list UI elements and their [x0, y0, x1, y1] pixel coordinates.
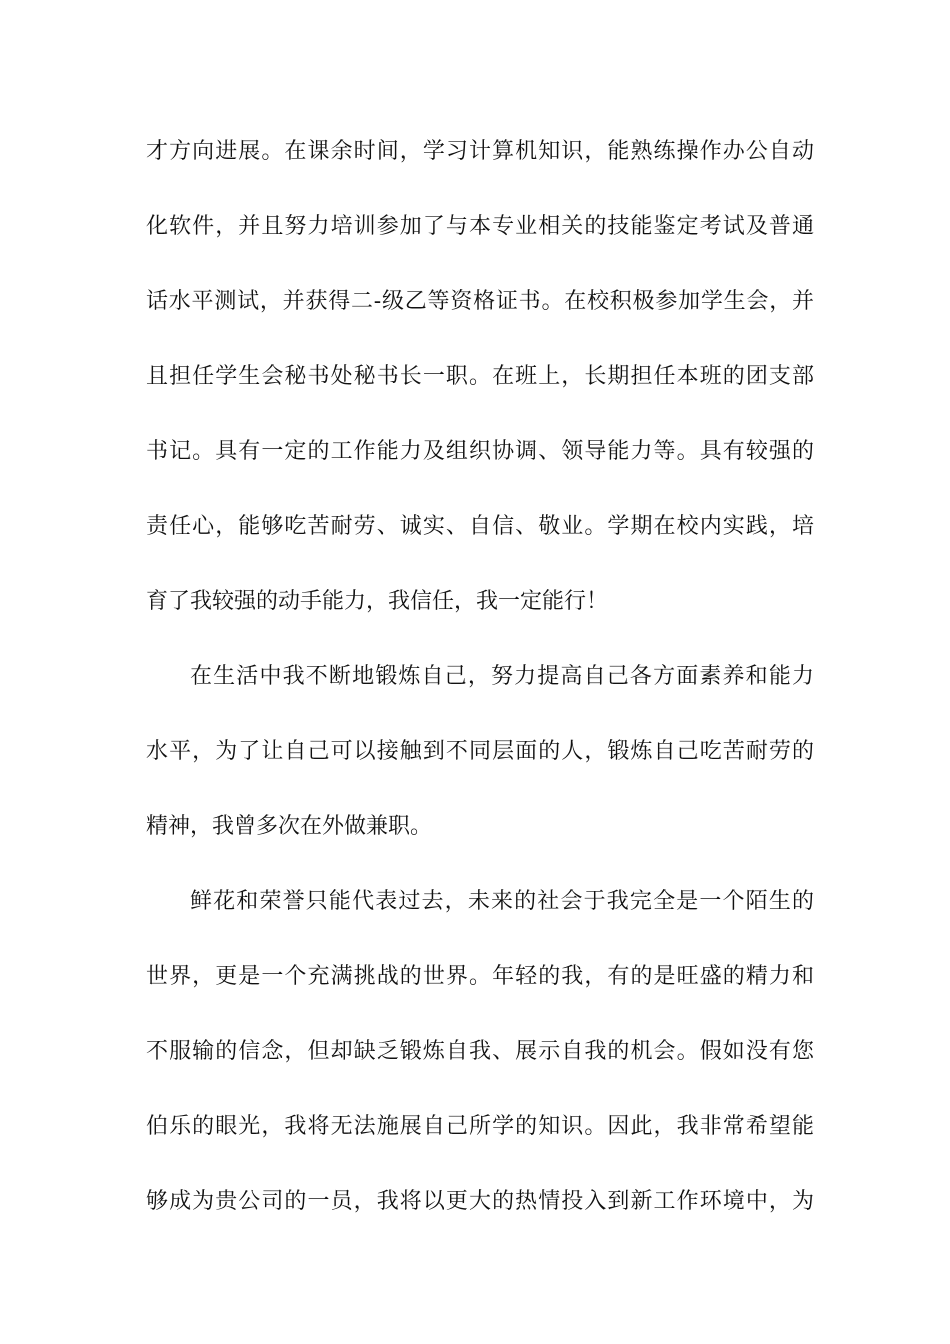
text-line: 伯乐的眼光，我将无法施展自己所学的知识。因此，我非常希望能 [146, 1114, 814, 1139]
text-line: 鲜花和荣誉只能代表过去，未来的社会于我完全是一个陌生的 [190, 889, 814, 914]
text-line: 话水平测试，并获得二-级乙等资格证书。在校积极参加学生会，并 [146, 289, 814, 314]
text-line: 才方向进展。在课余时间，学习计算机知识，能熟练操作办公自动 [146, 139, 814, 164]
text-line: 水平，为了让自己可以接触到不同层面的人，锻炼自己吃苦耐劳的 [146, 739, 814, 764]
text-line: 育了我较强的动手能力，我信任，我一定能行！ [146, 589, 609, 614]
text-line: 精神，我曾多次在外做兼职。 [146, 814, 433, 839]
text-line: 化软件，并且努力培训参加了与本专业相关的技能鉴定考试及普通 [146, 214, 814, 239]
text-line: 且担任学生会秘书处秘书长一职。在班上，长期担任本班的团支部 [146, 364, 814, 389]
text-line: 不服输的信念，但却缺乏锻炼自我、展示自我的机会。假如没有您 [146, 1039, 814, 1064]
text-line: 责任心，能够吃苦耐劳、诚实、自信、敬业。学期在校内实践，培 [146, 514, 814, 539]
text-line: 够成为贵公司的一员，我将以更大的热情投入到新工作环境中，为 [146, 1189, 814, 1214]
text-line: 书记。具有一定的工作能力及组织协调、领导能力等。具有较强的 [146, 439, 814, 464]
text-line: 世界，更是一个充满挑战的世界。年轻的我，有的是旺盛的精力和 [146, 964, 814, 989]
body-text [146, 132, 814, 1257]
text-line: 在生活中我不断地锻炼自己，努力提高自己各方面素养和能力 [190, 664, 814, 689]
